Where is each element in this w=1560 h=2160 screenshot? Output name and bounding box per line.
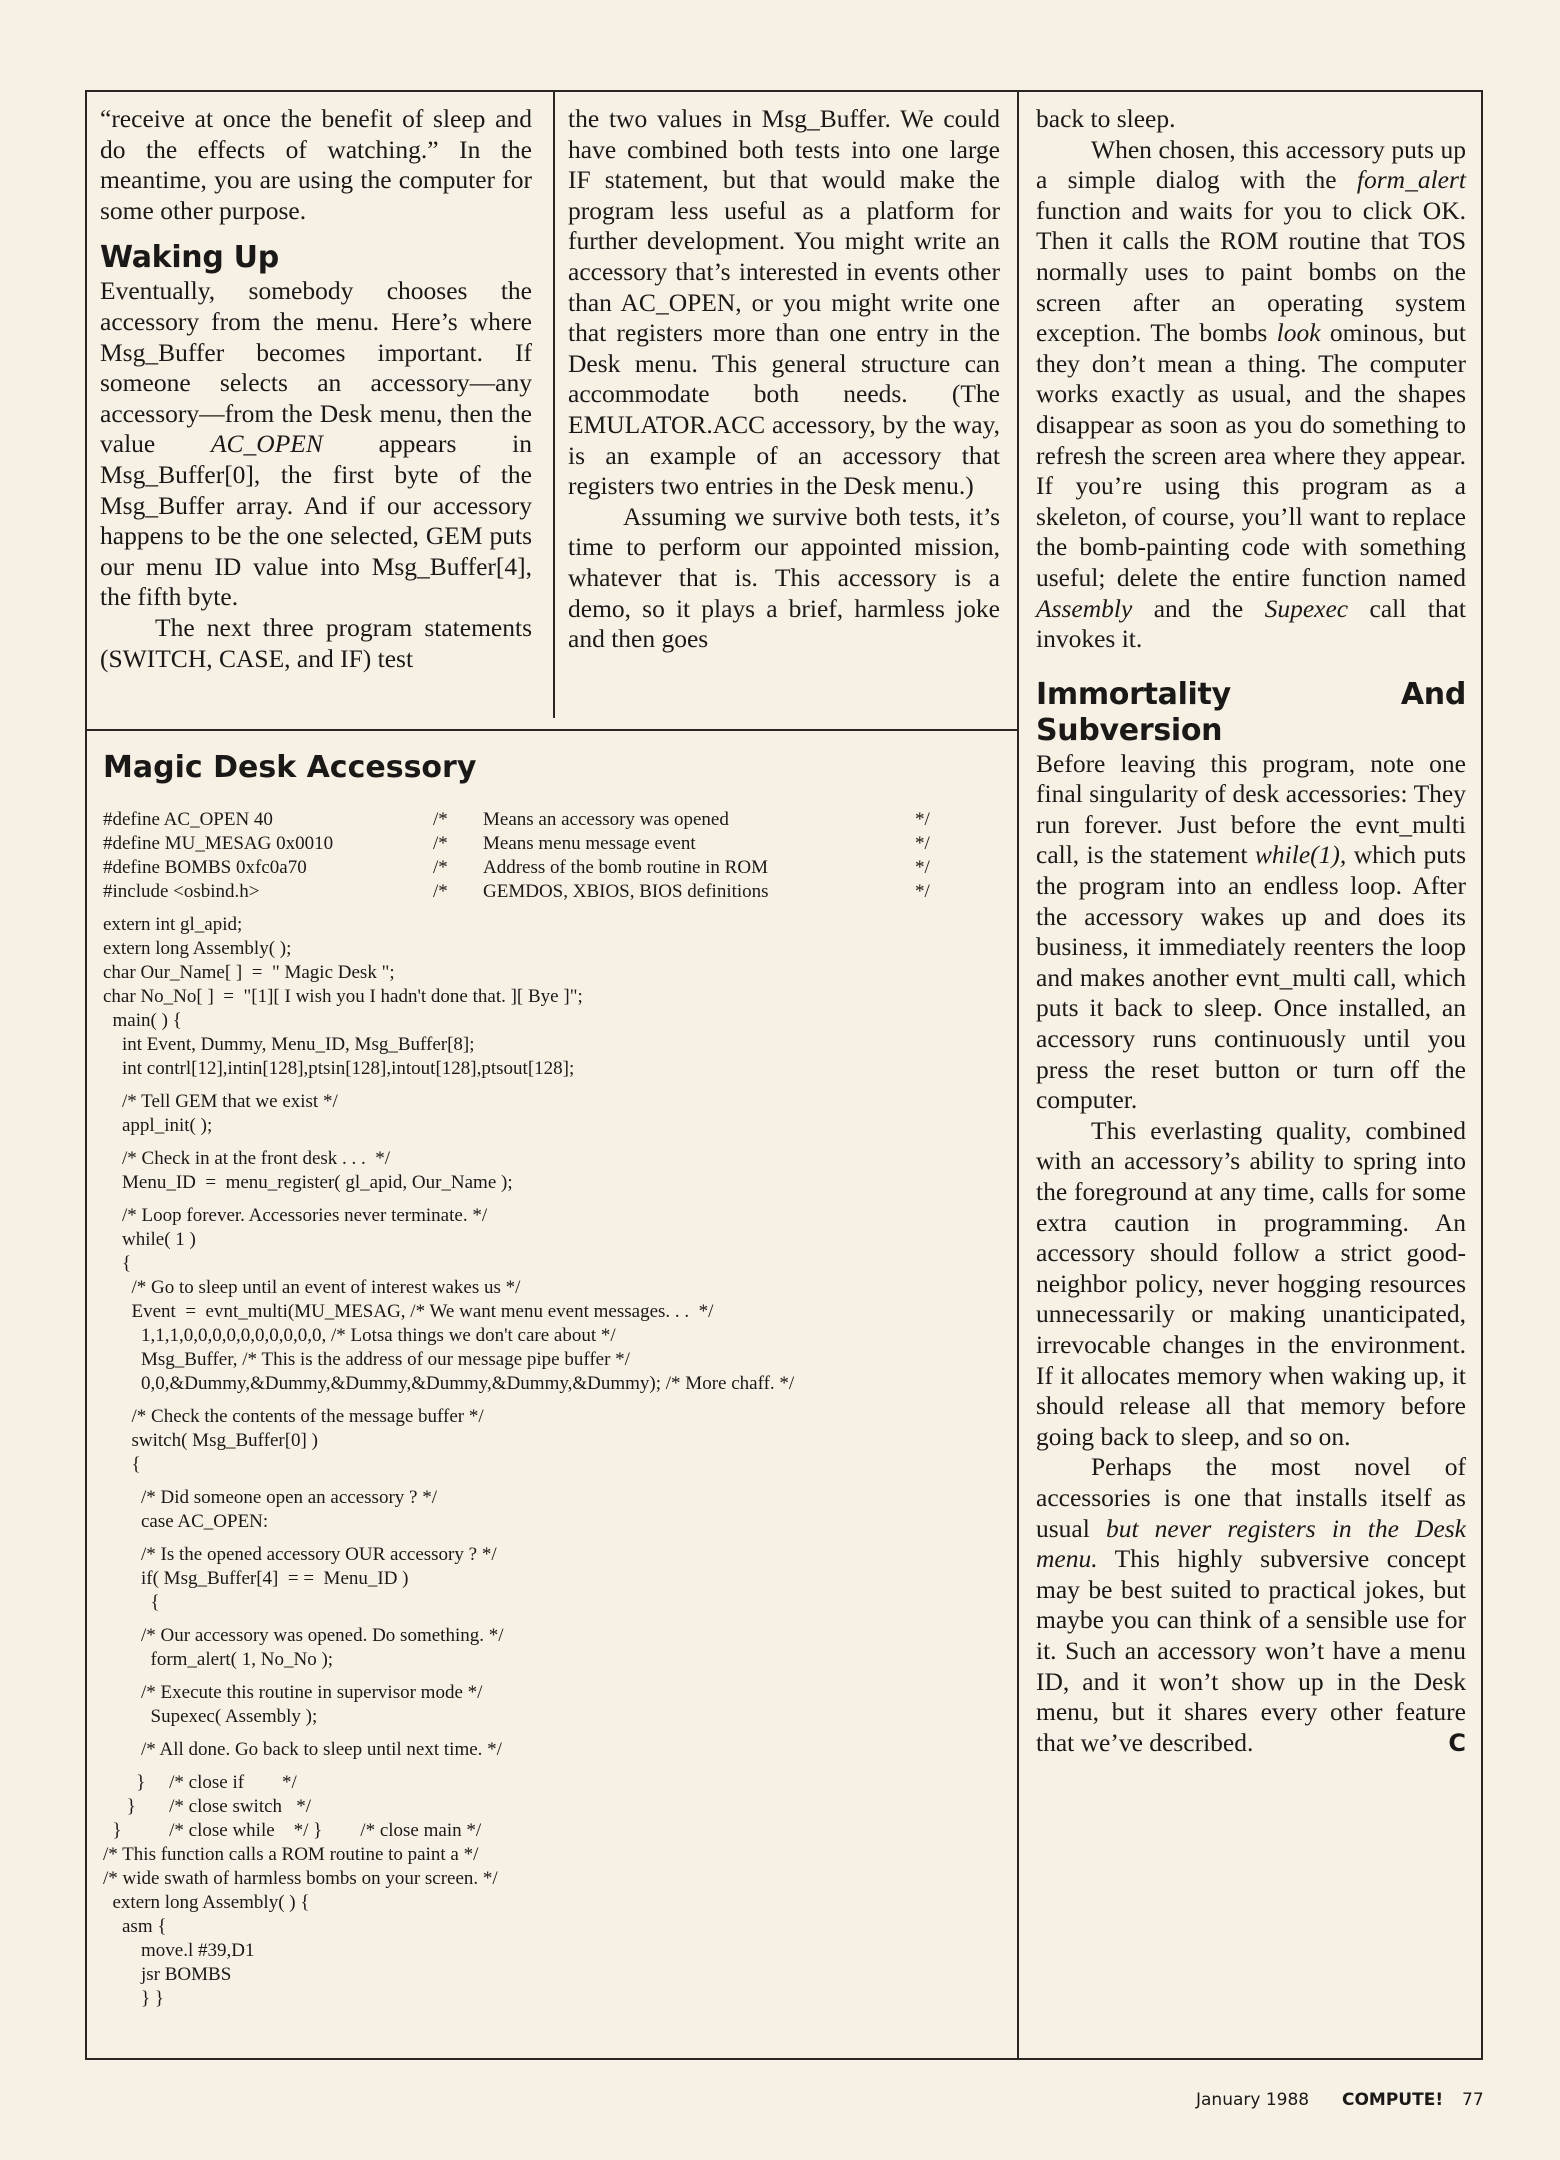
- code-line: {: [103, 1592, 160, 1613]
- code-gap: [103, 1138, 1003, 1147]
- code-line: } /* close while */ } /* close main */: [103, 1820, 482, 1841]
- footer-page-number: 77: [1462, 2090, 1484, 2110]
- column-3: [1036, 104, 1466, 1758]
- column-2-paragraph-2: Assuming we survive both tests, it’s time to perform our appointed mission, whatever that is. This accessory is a demo, so it plays a brief, harmless joke and then goes: [568, 501, 1000, 654]
- define-name: #include <osbind.h>: [103, 881, 260, 902]
- code-line: move.l #39,D1: [103, 1940, 255, 1961]
- define-comment: Address of the bomb routine in ROM: [483, 857, 768, 878]
- code-gap: [103, 1729, 1003, 1738]
- code-line: char No_No[ ] = "[1][ I wish you I hadn't done that. ][ Bye ]";: [103, 986, 583, 1007]
- code-gap: [103, 1534, 1003, 1543]
- define-comment: Means menu message event: [483, 833, 696, 854]
- code-gap: [103, 1672, 1003, 1681]
- column-3-paragraph-3: Before leaving this program, note one final singularity of desk accessories: They run forever. Just before the evnt_multi call, is the statement while(1), which puts the program into an endless loop. After the accessory wakes up and does its business, it immediately reenters the loop and makes another evnt_multi call, which puts it back to sleep. Once installed, an accessory runs continuously until you press the reset button or turn off the computer.: [1036, 748, 1467, 1115]
- code-line: Supexec( Assembly );: [103, 1706, 318, 1727]
- code-gap: [103, 1762, 1003, 1771]
- code-line: asm {: [103, 1916, 167, 1937]
- column-3-paragraph-2: When chosen, this accessory puts up a simple dialog with the form_alert function and waits for you to click OK. Then it calls the ROM routine that TOS normally uses to paint bombs on the screen after an operating system exception. The bombs look ominous, but they don’t mean a thing. The computer works exactly as usual, and the shapes disappear as soon as you do something to refresh the screen area where they appear. If you’re using this program as a skeleton, of course, you’ll want to replace the bomb-painting code with something useful; delete the entire function named Assembly and the Supexec call that invokes it.: [1036, 134, 1466, 654]
- code-line: {: [103, 1253, 132, 1274]
- code-line: extern int gl_apid;: [103, 914, 243, 935]
- define-line: [103, 808, 1003, 832]
- code-line: /* Did someone open an accessory ? */: [103, 1487, 437, 1508]
- define-line: [103, 832, 1003, 856]
- code-line: } /* close switch */: [103, 1796, 312, 1817]
- code-line: } }: [103, 1988, 164, 2009]
- listing-top-rule: [85, 729, 1019, 731]
- define-close: */: [915, 857, 930, 878]
- column-1: [100, 104, 532, 674]
- code-gap: [103, 1081, 1003, 1090]
- code-line: jsr BOMBS: [103, 1964, 232, 1985]
- column-1-paragraph-1: “receive at once the benefit of sleep and do the effects of watching.” In the meantime, you are using the computer for some other purpose.: [100, 104, 532, 225]
- column-3-paragraph-1: back to sleep.: [1036, 104, 1176, 133]
- code-line: /* Check the contents of the message buffer */: [103, 1406, 484, 1427]
- define-comment: Means an accessory was opened: [483, 809, 729, 830]
- code-gap: [103, 1615, 1003, 1624]
- code-line: /* This function calls a ROM routine to paint a */: [103, 1844, 479, 1865]
- listing-gap: [103, 904, 1003, 913]
- code-line: /* Execute this routine in supervisor mode */: [103, 1682, 483, 1703]
- define-line: [103, 880, 1003, 904]
- listing-title: Magic Desk Accessory: [103, 750, 477, 785]
- code-line: {: [103, 1454, 141, 1475]
- code-line: if( Msg_Buffer[4] = = Menu_ID ): [103, 1568, 409, 1589]
- code-line: /* Loop forever. Accessories never terminate. */: [103, 1205, 488, 1226]
- heading-immortality: Immortality And Subversion: [1036, 676, 1466, 748]
- column-2-paragraph-1: the two values in Msg_Buffer. We could have combined both tests into one large IF statement, but that would make the program less useful as a platform for further development. You might write an accessory that’s interested in events other than AC_OPEN, or you might write one that registers more than one entry in the Desk menu. This general structure can accommodate both needs. (The EMULATOR.ACC accessory, by the way, is an example of an accessory that registers two entries in the Desk menu.): [568, 104, 1000, 501]
- code-line: /* Our accessory was opened. Do something. */: [103, 1625, 504, 1646]
- column-divider-1: [553, 90, 555, 718]
- code-line: 1,1,1,0,0,0,0,0,0,0,0,0,0, /* Lotsa things we don't care about */: [103, 1325, 616, 1346]
- define-close: */: [915, 833, 930, 854]
- code-gap: [103, 1195, 1003, 1204]
- define-name: #define AC_OPEN 40: [103, 809, 273, 830]
- code-line: Msg_Buffer, /* This is the address of our message pipe buffer */: [103, 1349, 630, 1370]
- code-line: form_alert( 1, No_No );: [103, 1649, 334, 1670]
- code-line: char Our_Name[ ] = " Magic Desk ";: [103, 962, 395, 983]
- code-line: Event = evnt_multi(MU_MESAG, /* We want menu event messages. . . */: [103, 1301, 714, 1322]
- code-line: 0,0,&Dummy,&Dummy,&Dummy,&Dummy,&Dummy,&Dummy); /* More chaff. */: [103, 1373, 795, 1394]
- define-close: */: [915, 809, 930, 830]
- column-3-paragraph-5: Perhaps the most novel of accessories is one that installs itself as usual but never registers in the Desk menu. This highly subversive concept may be best suited to practical jokes, but maybe you can think of a sensible use for it. Such an accessory won’t have a menu ID, and it won’t show up in the Desk menu, but it shares every other feature that we’ve described. C: [1036, 1452, 1467, 1757]
- heading-waking-up: Waking Up: [100, 240, 279, 276]
- code-line: switch( Msg_Buffer[0] ): [103, 1430, 318, 1451]
- code-line: int contrl[12],intin[128],ptsin[128],intout[128],ptsout[128];: [103, 1058, 575, 1079]
- code-gap: [103, 1477, 1003, 1486]
- code-line: extern long Assembly( );: [103, 938, 292, 959]
- code-line: while( 1 ): [103, 1229, 196, 1250]
- code-line: /* Check in at the front desk . . . */: [103, 1148, 391, 1169]
- footer-magazine: COMPUTE!: [1342, 2090, 1444, 2110]
- code-line: /* wide swath of harmless bombs on your screen. */: [103, 1868, 498, 1889]
- define-close: */: [915, 881, 930, 902]
- code-line: /* Is the opened accessory OUR accessory ? */: [103, 1544, 497, 1565]
- column-divider-2: [1017, 90, 1019, 2060]
- define-open: /*: [433, 833, 448, 854]
- code-line: /* All done. Go back to sleep until next time. */: [103, 1739, 502, 1760]
- code-line: appl_init( );: [103, 1115, 213, 1136]
- column-1-paragraph-3: The next three program statements (SWITCH, CASE, and IF) test: [100, 612, 532, 673]
- code-line: main( ) {: [103, 1010, 182, 1031]
- code-line: Menu_ID = menu_register( gl_apid, Our_Name );: [103, 1172, 513, 1193]
- define-name: #define MU_MESAG 0x0010: [103, 833, 334, 854]
- code-gap: [103, 1396, 1003, 1405]
- define-line: [103, 856, 1003, 880]
- define-open: /*: [433, 857, 448, 878]
- define-open: /*: [433, 881, 448, 902]
- footer-date: January 1988: [1196, 2090, 1310, 2110]
- column-2: [568, 104, 1000, 655]
- column-1-paragraph-2: Eventually, somebody chooses the accessory from the menu. Here’s where Msg_Buffer becomes important. If someone selects an accessory—any accessory—from the Desk menu, then the value AC_OPEN appears in Msg_Buffer[0], the first byte of the Msg_Buffer array. And if our accessory happens to be the one selected, GEM puts our menu ID value into Msg_Buffer[4], the fifth byte.: [100, 276, 532, 612]
- code-line: /* Go to sleep until an event of interest wakes us */: [103, 1277, 521, 1298]
- define-name: #define BOMBS 0xfc0a70: [103, 857, 307, 878]
- program-listing: [103, 808, 1003, 2011]
- end-mark-icon: C: [1448, 1728, 1466, 1757]
- code-line: int Event, Dummy, Menu_ID, Msg_Buffer[8];: [103, 1034, 475, 1055]
- define-comment: GEMDOS, XBIOS, BIOS definitions: [483, 881, 769, 902]
- code-line: extern long Assembly( ) {: [103, 1892, 310, 1913]
- code-line: } /* close if */: [103, 1772, 297, 1793]
- code-line: case AC_OPEN:: [103, 1511, 269, 1532]
- define-open: /*: [433, 809, 448, 830]
- listing-lines: [103, 913, 1003, 2011]
- code-line: /* Tell GEM that we exist */: [103, 1091, 338, 1112]
- column-3-paragraph-4: This everlasting quality, combined with an accessory’s ability to spring into the foreground at any time, calls for some extra caution in programming. An accessory should follow a strict good-neighbor policy, never hogging resources unnecessarily or making unanticipated, irrevocable changes in the environment. If it allocates memory when waking up, it should release all that memory before going back to sleep, and so on.: [1036, 1115, 1466, 1451]
- define-block: [103, 808, 1003, 904]
